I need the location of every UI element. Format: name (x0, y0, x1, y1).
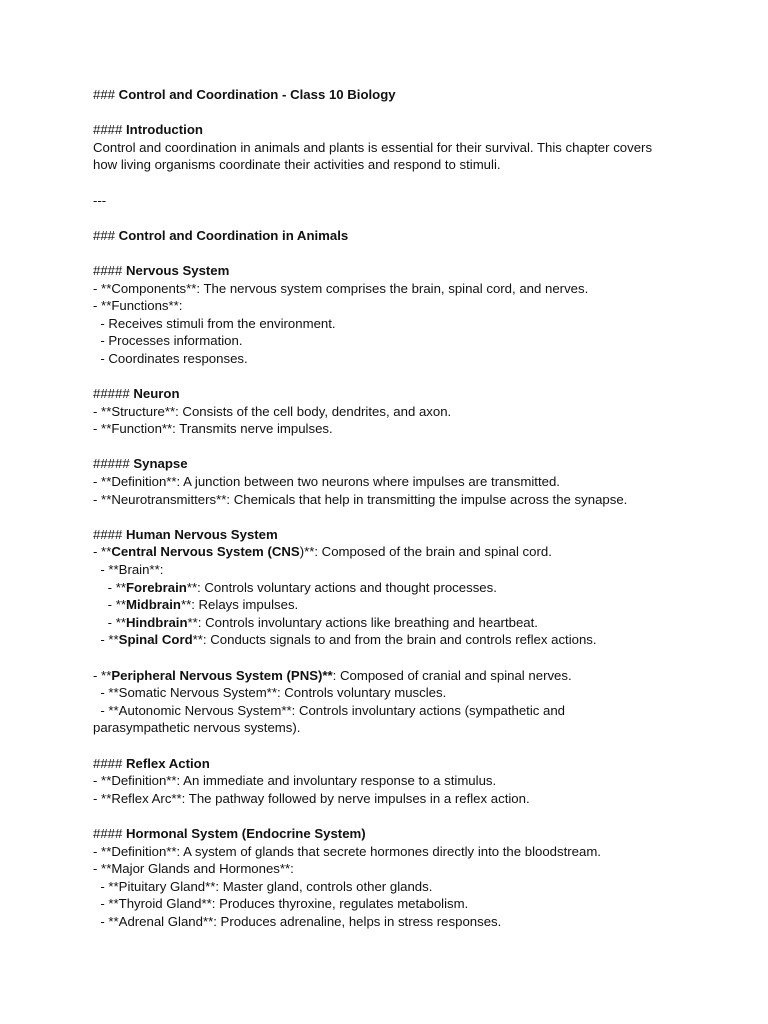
neuron-heading: ##### Neuron (93, 386, 180, 402)
intro-paragraph: Control and coordination in animals and plants is essential for their survival. This chapter covers how living organisms coordinate their activities and respond to stimuli. (93, 139, 656, 173)
blank-line (93, 244, 733, 262)
list-item: - **Peripheral Nervous System (PNS)**: Composed of cranial and spinal nerves. (93, 667, 572, 683)
list-item: - **Midbrain**: Relays impulses. (93, 597, 299, 613)
list-item: - **Definition**: An immediate and involuntary response to a stimulus. (93, 773, 497, 789)
list-item: - **Somatic Nervous System**: Controls voluntary muscles. (93, 685, 447, 701)
list-item: - **Definition**: A system of glands that secrete hormones directly into the bloodstream. (93, 843, 601, 859)
blank-line (93, 508, 733, 526)
human-nervous-system-heading: #### Human Nervous System (93, 526, 278, 542)
blank-line (93, 737, 733, 755)
list-item: - **Reflex Arc**: The pathway followed by nerve impulses in a reflex action. (93, 790, 530, 806)
list-item: - **Neurotransmitters**: Chemicals that help in transmitting the impulse across the synapse. (93, 491, 628, 507)
list-item: - **Central Nervous System (CNS)**: Composed of the brain and spinal cord. (93, 544, 552, 560)
nervous-system-heading: #### Nervous System (93, 262, 230, 278)
list-item: - **Components**: The nervous system comprises the brain, spinal cord, and nerves. (93, 280, 589, 296)
blank-line (93, 368, 733, 386)
blank-line (93, 174, 733, 192)
list-item: - Receives stimuli from the environment. (93, 315, 336, 331)
intro-heading: #### Introduction (93, 122, 203, 138)
list-item: - **Definition**: A junction between two neurons where impulses are transmitted. (93, 474, 560, 490)
list-item: - **Brain**: (93, 562, 164, 578)
document-title: ### Control and Coordination - Class 10 Biology (93, 87, 396, 102)
reflex-action-heading: #### Reflex Action (93, 755, 210, 771)
list-item: - **Adrenal Gland**: Produces adrenaline, helps in stress responses. (93, 913, 502, 929)
document-page (93, 86, 733, 931)
list-item: - **Thyroid Gland**: Produces thyroxine, regulates metabolism. (93, 896, 469, 912)
blank-line (93, 438, 733, 456)
list-item: - **Major Glands and Hormones**: (93, 861, 294, 877)
hormonal-system-heading: #### Hormonal System (Endocrine System) (93, 825, 366, 841)
separator: --- (93, 192, 107, 208)
blank-line (93, 807, 733, 825)
list-item: - **Pituitary Gland**: Master gland, controls other glands. (93, 878, 433, 894)
animals-heading: ### Control and Coordination in Animals (93, 227, 349, 243)
list-item: - **Spinal Cord**: Conducts signals to and from the brain and controls reflex actions. (93, 632, 597, 648)
synapse-heading: ##### Synapse (93, 456, 188, 472)
list-item: - **Structure**: Consists of the cell body, dendrites, and axon. (93, 403, 452, 419)
list-item: - **Function**: Transmits nerve impulses. (93, 421, 333, 437)
list-item: - **Hindbrain**: Controls involuntary actions like breathing and heartbeat. (93, 614, 538, 630)
list-item: - Processes information. (93, 333, 243, 349)
blank-line (93, 649, 733, 667)
list-item: - **Autonomic Nervous System**: Controls involuntary actions (sympathetic and parasympathetic nervous systems). (93, 702, 569, 736)
list-item: - **Forebrain**: Controls voluntary actions and thought processes. (93, 579, 497, 595)
blank-line (93, 104, 733, 122)
list-item: - **Functions**: (93, 298, 183, 314)
blank-line (93, 209, 733, 227)
list-item: - Coordinates responses. (93, 350, 248, 366)
